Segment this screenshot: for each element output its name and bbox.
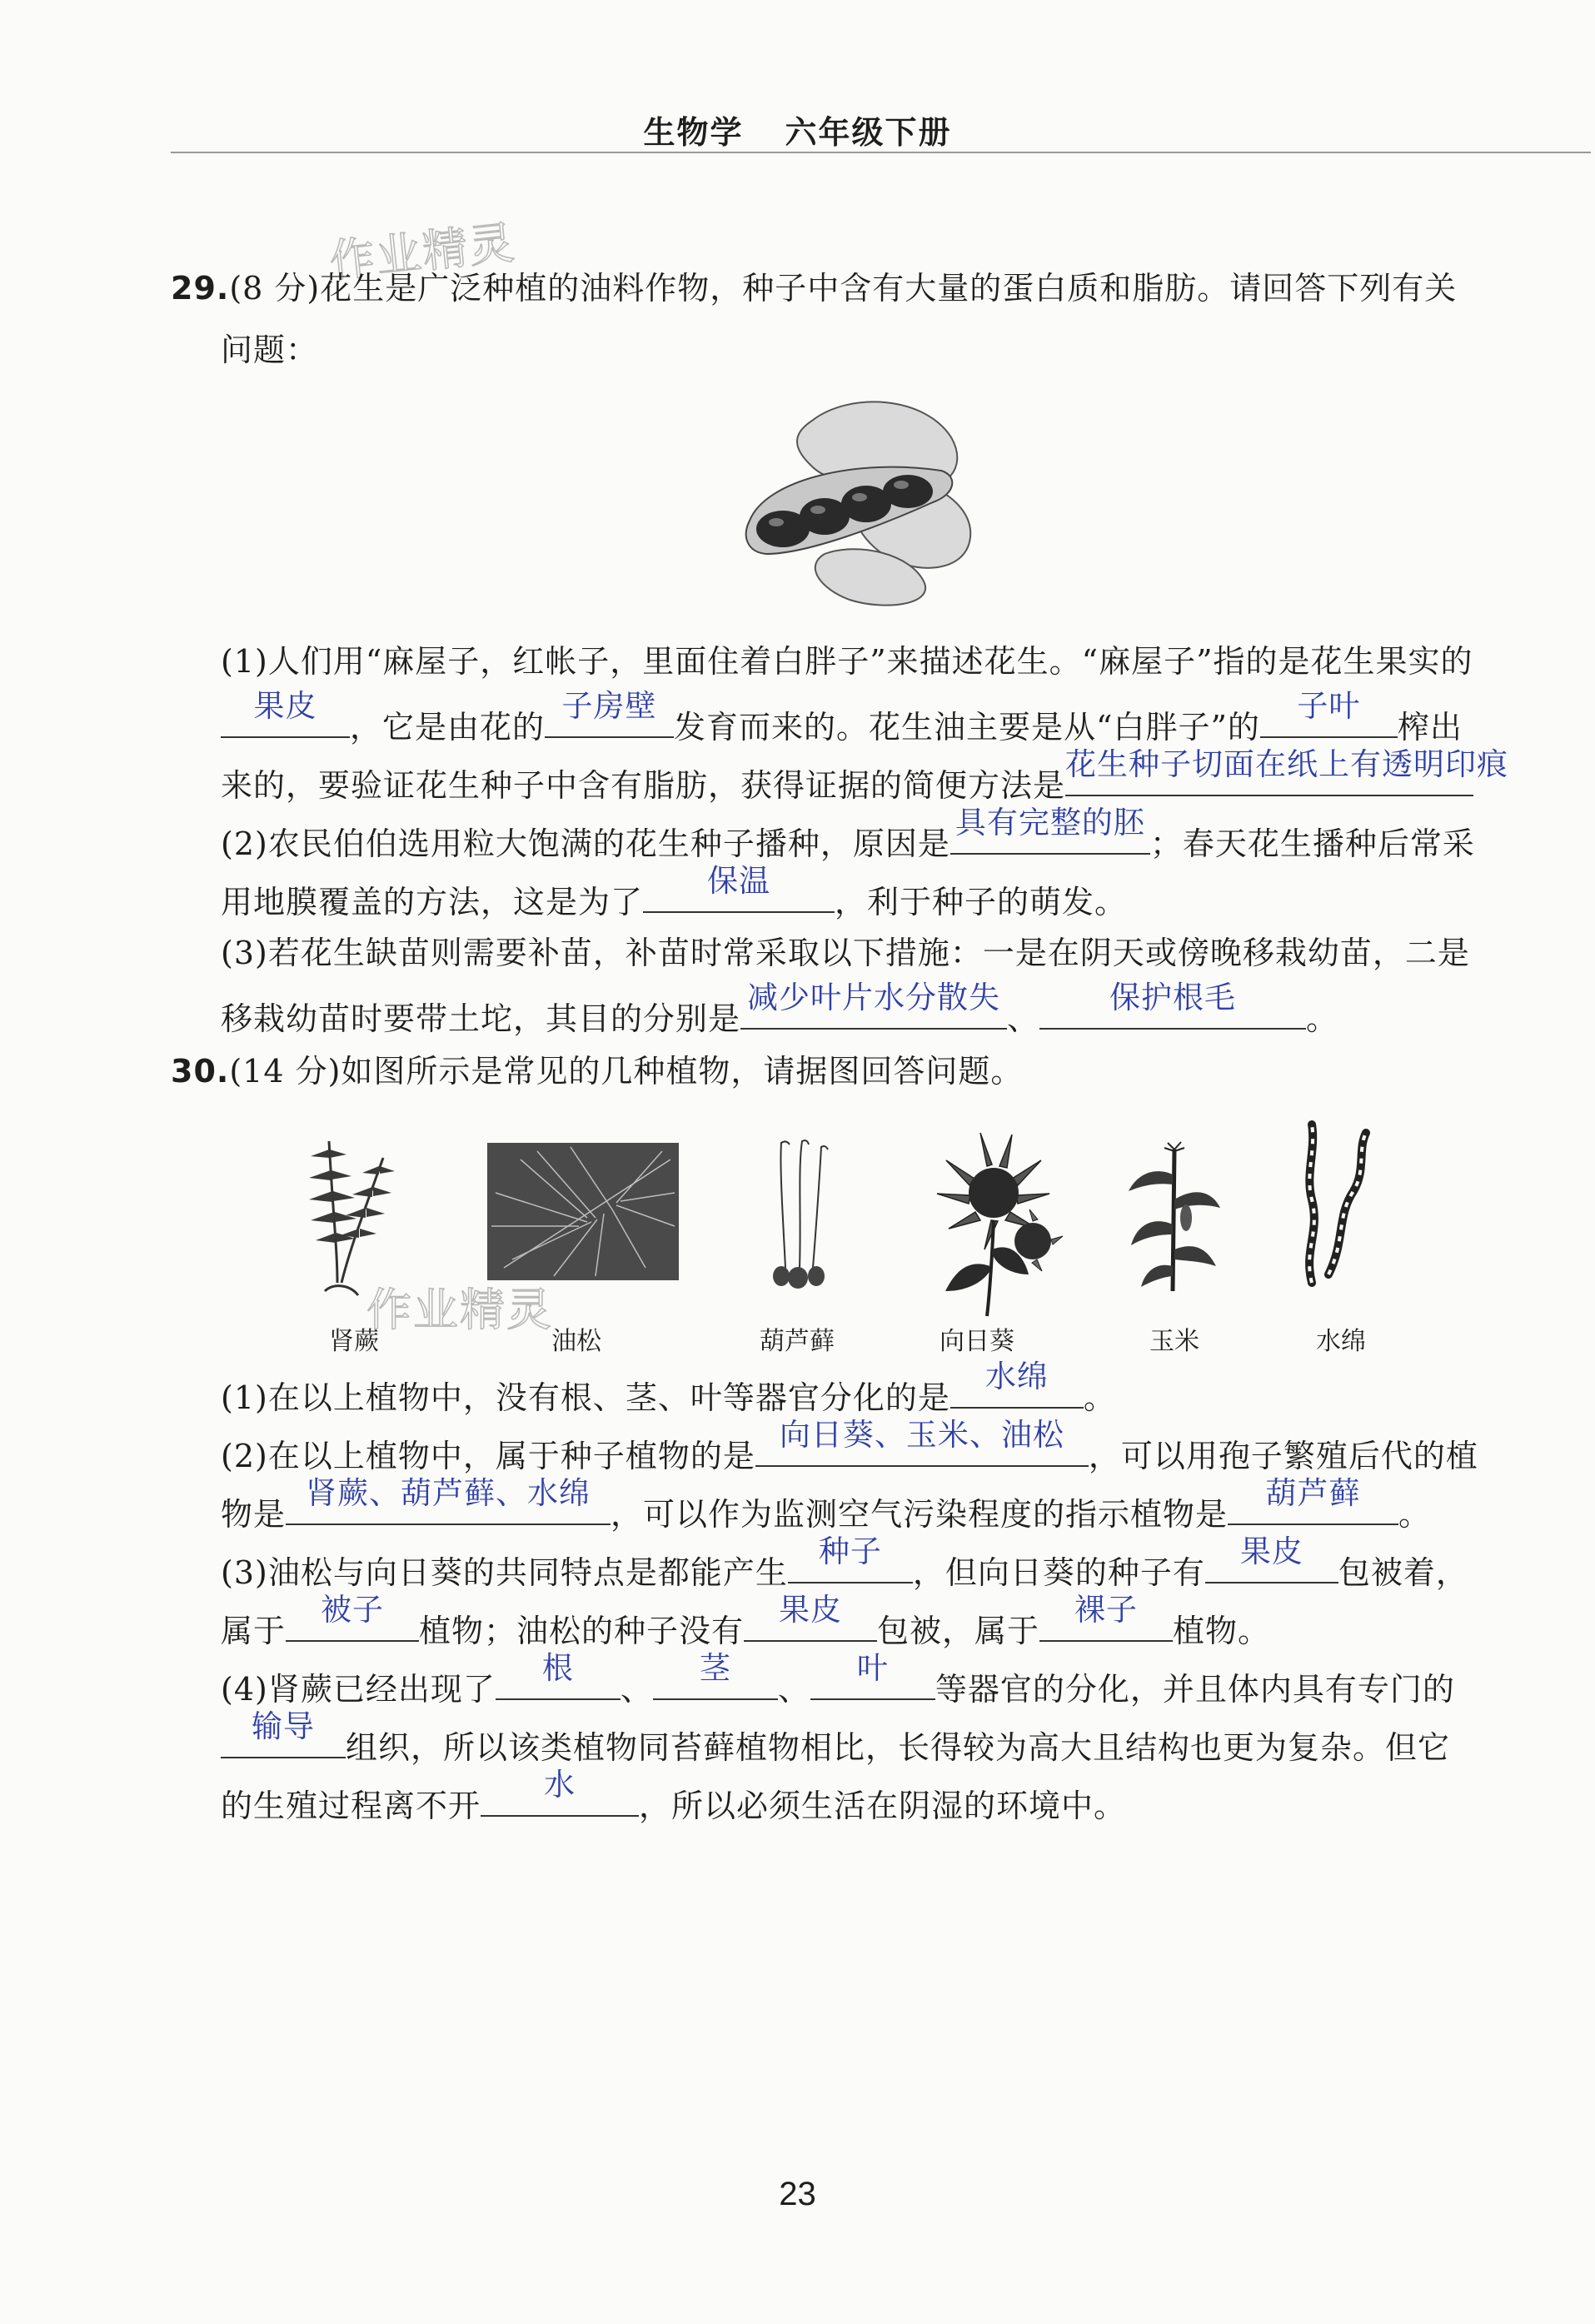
q30-blank-5[interactable] — [788, 1534, 913, 1583]
q30-part4-line1: (4)肾蕨已经出现了 根 、 茎 、 叶 等器官的分化，并且体内具有专门的 — [221, 1650, 1455, 1708]
q29-part3-line2: 移栽幼苗时要带土坨，其目的分别是 减少叶片水分散失 、 保护根毛 。 — [221, 980, 1339, 1037]
q30-blank-2[interactable] — [755, 1417, 1089, 1467]
q29-blank-7[interactable] — [740, 980, 1007, 1030]
pine-image — [487, 1143, 679, 1280]
q30-answer-13: 输导 — [252, 1708, 315, 1744]
q29-part2-line1: (2)农民伯伯选用粒大饱满的花生种子播种，原因是 具有完整的胚 ；春天花生播种后常采 — [221, 805, 1475, 862]
q30-blank-11[interactable] — [653, 1650, 778, 1700]
q30-answer-10: 根 — [541, 1650, 574, 1686]
watermark-top: 作业精灵 — [326, 216, 519, 288]
q29-part1-line1: (1)人们用“麻屋子，红帐子，里面住着白胖子”来描述花生。“麻屋子”指的是花生果实的 — [221, 643, 1473, 680]
corn-image — [1124, 1141, 1224, 1295]
q29-blank-1[interactable] — [221, 688, 350, 738]
q30-answer-6: 果皮 — [1239, 1534, 1303, 1569]
q29-stem-line2: 问题： — [221, 332, 319, 368]
q30-answer-11: 茎 — [699, 1650, 731, 1686]
q30-answer-8: 果皮 — [779, 1592, 843, 1628]
q29-number: 29. — [171, 270, 230, 307]
caption-moss: 葫芦藓 — [760, 1327, 835, 1356]
caption-fern: 肾蕨 — [329, 1327, 379, 1356]
q29-answer-4: 花生种子切面在纸上有透明印痕 — [1065, 746, 1509, 782]
q30-answer-5: 种子 — [818, 1534, 882, 1569]
q30-blank-12[interactable] — [810, 1650, 935, 1700]
q30-blank-9[interactable] — [1039, 1592, 1173, 1642]
q29-part1-line3: 来的，要验证花生种子中含有脂肪，获得证据的简便方法是 花生种子切面在纸上有透明印痕 — [221, 746, 1509, 804]
q29-answer-6: 保温 — [707, 863, 771, 899]
q30-answer-14: 水 — [544, 1767, 576, 1803]
q29-answer-3: 子叶 — [1297, 688, 1361, 724]
caption-pine: 油松 — [551, 1327, 601, 1356]
q29-blank-3[interactable] — [1260, 688, 1398, 738]
q30-blank-1[interactable] — [950, 1359, 1084, 1409]
q30-answer-4: 葫芦藓 — [1265, 1475, 1361, 1511]
header-grade: 六年级下册 — [785, 114, 952, 151]
q30-answer-2: 向日葵、玉米、油松 — [779, 1417, 1064, 1453]
moss-image — [765, 1135, 840, 1293]
q30-part2-line1: (2)在以上植物中，属于种子植物的是 向日葵、玉米、油松 ，可以用孢子繁殖后代的植 — [221, 1417, 1478, 1474]
caption-spirogyra: 水绵 — [1316, 1327, 1366, 1356]
q29-answer-5: 具有完整的胚 — [955, 805, 1145, 840]
q29-part2-line2: 用地膜覆盖的方法，这是为了 保温 ，利于种子的萌发。 — [221, 863, 1128, 920]
q30-answer-3: 肾蕨、葫芦藓、水绵 — [306, 1475, 591, 1511]
q30-blank-3[interactable] — [286, 1475, 611, 1525]
header-subject: 生物学 — [643, 114, 744, 151]
q30-blank-14[interactable] — [481, 1767, 639, 1817]
q30-blank-7[interactable] — [286, 1592, 419, 1642]
q30-answer-12: 叶 — [856, 1650, 889, 1686]
q29-blank-2[interactable] — [545, 688, 674, 738]
q30-part4-line2: 输导 组织，所以该类植物同苔藓植物相比，长得较为高大且结构也更为复杂。但它 — [221, 1720, 1450, 1768]
q30-blank-8[interactable] — [744, 1592, 877, 1642]
q30-stem: 30.(14 分)如图所示是常见的几种植物，请据图回答问题。 — [171, 1053, 1024, 1090]
q29-part3-line1: (3)若花生缺苗则需要补苗，补苗时常采取以下措施：一是在阴天或傍晚移栽幼苗，二是 — [221, 935, 1470, 971]
watermark-middle: 作业精灵 — [366, 1284, 553, 1336]
q30-blank-6[interactable] — [1205, 1534, 1338, 1583]
q30-blank-4[interactable] — [1228, 1475, 1398, 1525]
caption-sunflower: 向日葵 — [940, 1327, 1014, 1356]
q29-stem-line1: 29.(8 分)花生是广泛种植的油料作物，种子中含有大量的蛋白质和脂肪。请回答下列有关 — [171, 270, 1458, 307]
q30-part3-line2: 属于 被子 植物；油松的种子没有 果皮 包被，属于 裸子 植物。 — [221, 1592, 1271, 1649]
q29-answer-7: 减少叶片水分散失 — [747, 980, 1001, 1015]
q30-answer-7: 被子 — [321, 1592, 385, 1628]
caption-corn: 玉米 — [1149, 1327, 1199, 1356]
q30-blank-10[interactable] — [496, 1650, 621, 1700]
q29-blank-6[interactable] — [643, 863, 835, 913]
q30-part4-line3: 的生殖过程离不开 水 ，所以必须生活在阴湿的环境中。 — [221, 1767, 1127, 1824]
q30-blank-13[interactable] — [221, 1708, 346, 1758]
page-number: 23 — [779, 2176, 816, 2212]
q30-part1: (1)在以上植物中，没有根、茎、叶等器官分化的是 水绵 。 — [221, 1359, 1116, 1416]
fern-image — [292, 1125, 400, 1299]
header-divider — [171, 152, 1591, 153]
running-header — [0, 107, 1595, 152]
q30-part3-line1: (3)油松与向日葵的共同特点是都能产生 种子 ，但向日葵的种子有 果皮 包被着， — [221, 1534, 1468, 1591]
q29-answer-8: 保护根毛 — [1109, 980, 1237, 1015]
q29-answer-2: 子房壁 — [561, 688, 657, 724]
peanut-image — [733, 387, 983, 612]
q29-blank-4[interactable] — [1065, 746, 1509, 796]
q30-answer-1: 水绵 — [984, 1359, 1049, 1394]
q29-blank-5[interactable] — [950, 805, 1150, 855]
q30-part2-line2: 物是 肾蕨、葫芦藓、水绵 ，可以作为监测空气污染程度的指示植物是 葫芦藓 。 — [221, 1475, 1432, 1533]
q30-answer-9: 裸子 — [1074, 1592, 1139, 1628]
q29-answer-1: 果皮 — [253, 688, 317, 724]
q29-part1-line2: 果皮 ，它是由花的 子房壁 发育而来的。花生油主要是从“白胖子”的 子叶 榨出 — [221, 700, 1463, 747]
q30-number: 30. — [171, 1053, 230, 1090]
sunflower-image — [920, 1116, 1066, 1320]
q29-blank-8[interactable] — [1039, 980, 1306, 1030]
spirogyra-image — [1287, 1116, 1378, 1291]
